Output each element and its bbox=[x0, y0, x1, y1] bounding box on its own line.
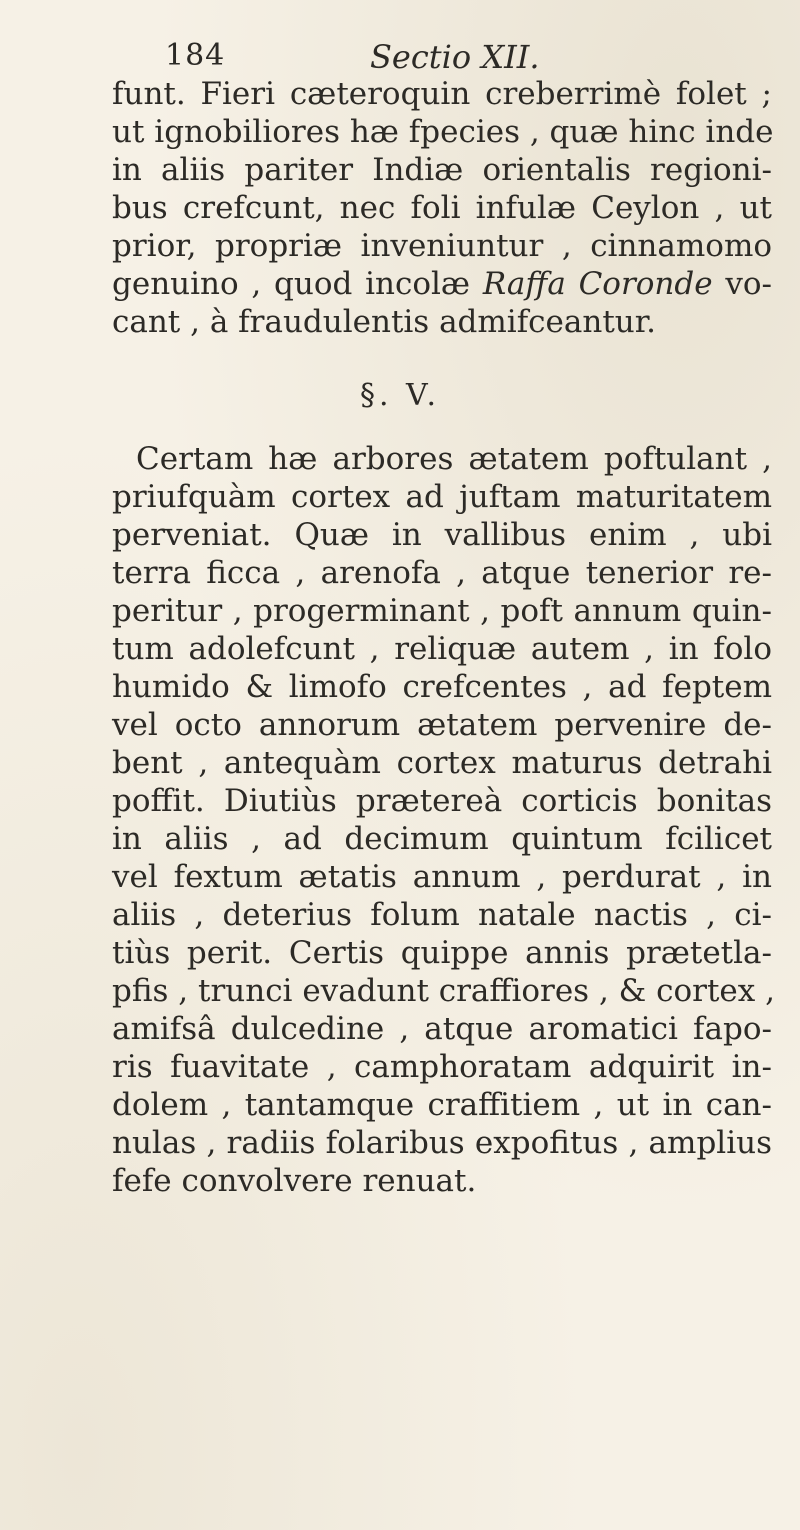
text-line: perveniat. Quæ in vallibus enim , ubi bbox=[112, 517, 772, 553]
text-line: bus crefcunt, nec foli infulæ Ceylon , ut bbox=[112, 190, 772, 226]
text-line: vel octo annorum ætatem pervenire de- bbox=[112, 707, 772, 743]
text-line-mixed bbox=[112, 265, 772, 303]
text-line: nulas , radiis folaribus expofitus , amplius bbox=[112, 1125, 772, 1161]
text-line: pfis , trunci evadunt craffiores , & cortex , bbox=[112, 973, 775, 1009]
text-line: in aliis pariter Indiæ orientalis regioni- bbox=[112, 152, 772, 188]
text-line: aliis , deterius folum natale nactis , ci- bbox=[112, 897, 772, 933]
text-line: amifsâ dulcedine , atque aromatici fapo- bbox=[112, 1011, 772, 1047]
text-line: humido & limofo crefcentes , ad feptem bbox=[112, 669, 772, 705]
text-line: vel fextum ætatis annum , perdurat , in bbox=[112, 859, 772, 895]
text-line: tiùs perit. Certis quippe annis prætetla- bbox=[112, 935, 772, 971]
text-line: funt. Fieri cæteroquin creberrimè folet ; bbox=[112, 76, 772, 112]
page-number: 184 bbox=[165, 38, 226, 73]
text-line: Certam hæ arbores ætatem poftulant , bbox=[136, 441, 772, 477]
text-line: bent , antequàm cortex maturus detrahi bbox=[112, 745, 772, 781]
text-line: poffit. Diutiùs prætereà corticis bonitas bbox=[112, 783, 772, 819]
text-line: peritur , progerminant , poft annum quin- bbox=[112, 593, 772, 629]
section-heading: §. V. bbox=[359, 378, 441, 413]
text-line: fefe convolvere renuat. bbox=[112, 1163, 477, 1199]
text-line: ut ignobiliores hæ fpecies , quæ hinc inde bbox=[112, 114, 774, 150]
text-line: tum adolefcunt , reliquæ autem , in folo bbox=[112, 631, 772, 667]
text-line: ris fuavitate , camphoratam adquirit in- bbox=[112, 1049, 772, 1085]
italic-term: Raffa Coronde bbox=[482, 266, 713, 302]
page-header bbox=[165, 38, 595, 78]
text-line: terra ficca , arenofa , atque tenerior re- bbox=[112, 555, 772, 591]
text-line: in aliis , ad decimum quintum fcilicet bbox=[112, 821, 772, 857]
text-segment: vo- bbox=[725, 266, 773, 302]
text-line: priufquàm cortex ad juftam maturitatem bbox=[112, 479, 772, 515]
running-head-section-title: Sectio XII. bbox=[370, 38, 540, 76]
paragraph-1 bbox=[112, 75, 772, 341]
paragraph-2 bbox=[112, 440, 775, 1200]
text-line: dolem , tantamque craffitiem , ut in can- bbox=[112, 1087, 772, 1123]
text-line: cant , à fraudulentis admifceantur. bbox=[112, 304, 657, 340]
text-line: prior, propriæ inveniuntur , cinnamomo bbox=[112, 228, 772, 264]
text-segment: genuino , quod incolæ bbox=[112, 266, 471, 302]
